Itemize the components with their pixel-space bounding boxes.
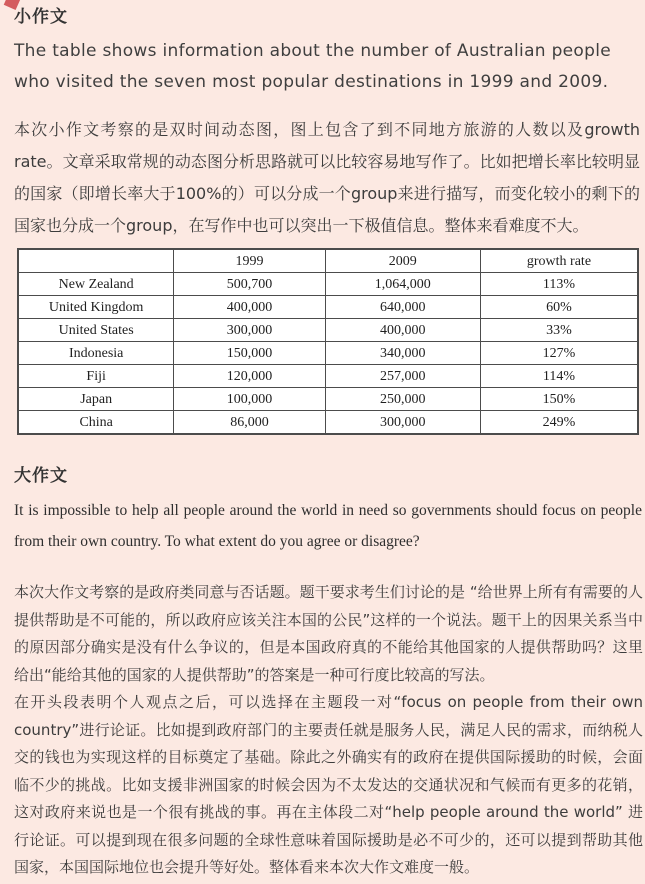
- header-growth-rate: growth rate: [480, 249, 638, 273]
- cell-1999: 500,700: [174, 273, 325, 296]
- task1-analysis: 本次小作文考察的是双时间动态图，图上包含了到不同地方旅游的人数以及growth rate。文章采取常规的动态图分析思路就可以比较容易地写作了。比如把增长率比较明显的国家（即增长率大于100%的）可以分成一个group来进行描写，而变化较小的剩下的国家也分成一个group，在写作中也可以突出一下极值信息。整体来看难度不大。: [14, 120, 640, 235]
- table-row: [18, 296, 638, 319]
- cell-1999: 400,000: [174, 296, 325, 319]
- table-row: [18, 365, 638, 388]
- cell-1999: 86,000: [174, 411, 325, 435]
- cell-country: Japan: [18, 388, 174, 411]
- table-header-row: [18, 249, 638, 273]
- table-row: [18, 273, 638, 296]
- cell-2009: 257,000: [325, 365, 480, 388]
- cell-growth: 249%: [480, 411, 638, 435]
- cell-country: Fiji: [18, 365, 174, 388]
- header-country: [18, 249, 174, 273]
- cell-growth: 113%: [480, 273, 638, 296]
- table-row: [18, 411, 638, 435]
- cell-2009: 1,064,000: [325, 273, 480, 296]
- cell-1999: 150,000: [174, 342, 325, 365]
- header-2009: 2009: [325, 249, 480, 273]
- cell-country: China: [18, 411, 174, 435]
- cell-growth: 114%: [480, 365, 638, 388]
- table-row: [18, 319, 638, 342]
- destinations-table: [17, 248, 639, 435]
- task2-analysis-p2: 在开头段表明个人观点之后，可以选择在主题段一对“focus on people from their own country”进行论证。比如提到政府部门的主要责任就是服务人民，满足人民的需求，而纳税人交的钱也为实现这样的目标奠定了基础。除此之外确实有的政府在提供国际援助的时候，会面临不少的挑战。比如支援非洲国家的时候会因为不太发达的交通状况和气候而有更多的花销，这对政府来说也是一个很有挑战的事。再在主体段二对“help people around the world” 进行论证。可以提到现在很多问题的全球性意味着国际援助是必不可少的，还可以提到帮助其他国家，本国国际地位也会提升等好处。整体看来本次大作文难度一般。: [14, 693, 643, 876]
- task1-prompt: The table shows information about the number of Australian people who visited the seven most popular destinations in 1999 and 2009.: [14, 41, 611, 92]
- cell-1999: 300,000: [174, 319, 325, 342]
- task2-prompt: It is impossible to help all people around the world in need so governments should focus on people from their own country. To what extent do you agree or disagree?: [14, 502, 642, 550]
- cell-2009: 640,000: [325, 296, 480, 319]
- cell-1999: 120,000: [174, 365, 325, 388]
- cell-2009: 340,000: [325, 342, 480, 365]
- cell-2009: 400,000: [325, 319, 480, 342]
- cell-country: United States: [18, 319, 174, 342]
- cell-1999: 100,000: [174, 388, 325, 411]
- cell-growth: 150%: [480, 388, 638, 411]
- cell-2009: 300,000: [325, 411, 480, 435]
- cell-growth: 127%: [480, 342, 638, 365]
- cell-country: New Zealand: [18, 273, 174, 296]
- cell-country: Indonesia: [18, 342, 174, 365]
- table-row: [18, 388, 638, 411]
- cell-growth: 33%: [480, 319, 638, 342]
- task1-heading: 小作文: [14, 7, 68, 27]
- task2-analysis-p1: 本次大作文考察的是政府类同意与否话题。题干要求考生们讨论的是 “给世界上所有有需要的人提供帮助是不可能的，所以政府应该关注本国的公民”这样的一个说法。题干上的因果关系当中的原因部分确实是没有什么争议的，但是本国政府真的不能给其他国家的人提供帮助吗？这里给出“能给其他的国家的人提供帮助”的答案是一种可行度比较高的写法。: [14, 583, 643, 684]
- cell-country: United Kingdom: [18, 296, 174, 319]
- table-row: [18, 342, 638, 365]
- header-1999: 1999: [174, 249, 325, 273]
- cell-growth: 60%: [480, 296, 638, 319]
- task2-heading: 大作文: [14, 466, 68, 486]
- cell-2009: 250,000: [325, 388, 480, 411]
